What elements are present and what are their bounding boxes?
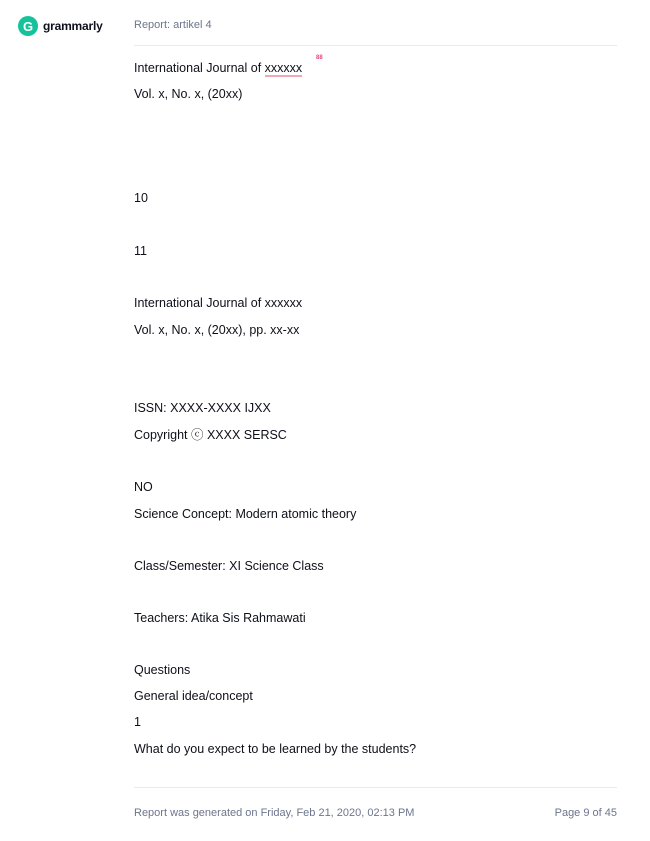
document-line: Teachers: Atika Sis Rahmawati <box>134 611 306 625</box>
document-line: 1 <box>134 715 141 729</box>
document-line: General idea/concept <box>134 689 253 703</box>
flagged-word[interactable]: xxxxxx <box>264 61 303 75</box>
document-line: 11 <box>134 244 147 258</box>
document-line: What do you expect to be learned by the students? <box>134 742 417 756</box>
footer-divider <box>134 787 617 788</box>
document-line: Science Concept: Modern atomic theory <box>134 507 357 521</box>
document-line: Class/Semester: XI Science Class <box>134 559 324 573</box>
document-line: 10 <box>134 191 148 205</box>
grammarly-g-icon: G <box>18 16 38 36</box>
grammarly-logo <box>18 16 103 36</box>
document-line: Questions <box>134 663 191 677</box>
document-line-journal <box>134 60 302 76</box>
logo-text: grammarly <box>43 19 103 33</box>
document-line: NO <box>134 480 153 494</box>
document-line: International Journal of xxxxxx <box>134 296 303 310</box>
document-line: Copyright ⓒ XXXX SERSC <box>134 428 287 442</box>
issue-marker[interactable]: 88 <box>316 55 323 61</box>
document-line: ISSN: XXXX-XXXX IJXX <box>134 401 271 415</box>
document-line: Vol. x, No. x, (20xx) <box>134 87 243 101</box>
page-number: Page 9 of 45 <box>554 807 617 819</box>
header-divider <box>134 45 617 46</box>
journal-prefix: International Journal of <box>134 61 265 75</box>
report-generated-text: Report was generated on Friday, Feb 21, 2020, 02:13 PM <box>134 807 415 819</box>
report-title: Report: artikel 4 <box>134 19 212 31</box>
document-line: Vol. x, No. x, (20xx), pp. xx-xx <box>134 323 300 337</box>
